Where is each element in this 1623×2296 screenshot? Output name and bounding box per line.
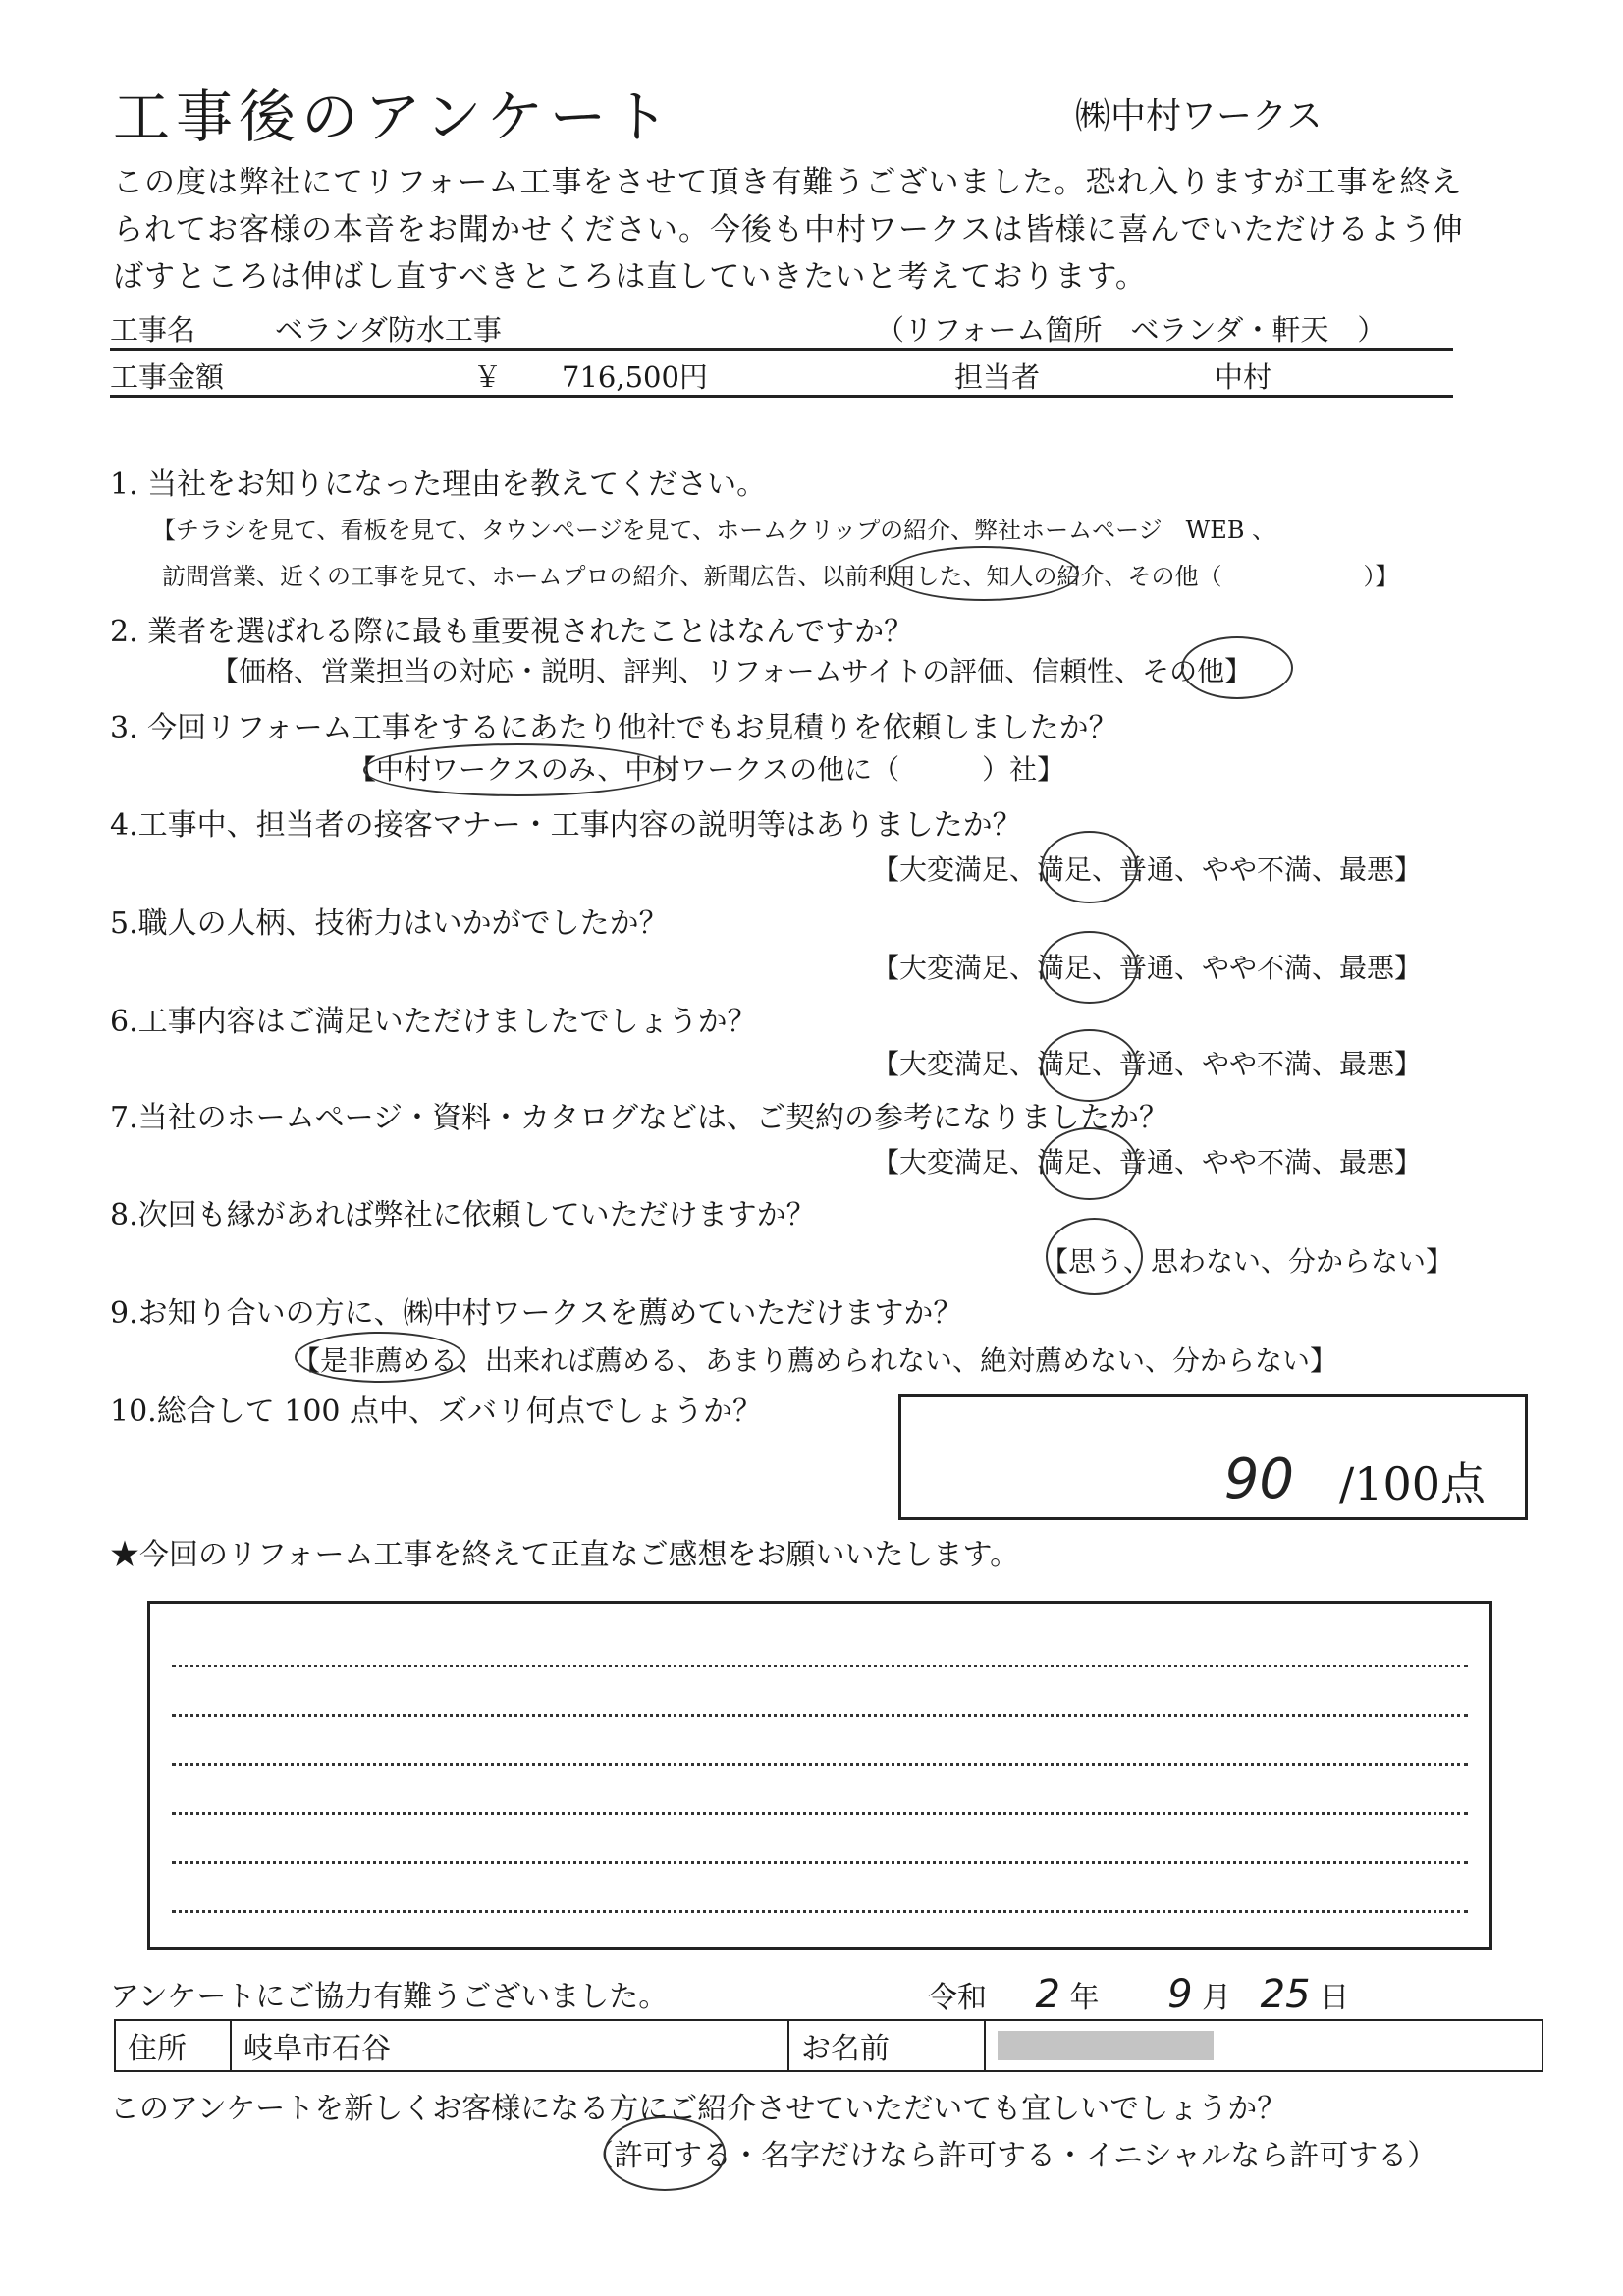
amount-row bbox=[110, 352, 1453, 398]
question-10: 10.総合して 100 点中、ズバリ何点でしょうか？ bbox=[110, 1394, 763, 1429]
question-5-options[interactable]: 【大変満足、満足、普通、やや不満、最悪】 bbox=[872, 952, 1423, 984]
year-unit: 年 bbox=[1069, 1981, 1100, 2015]
score-value[interactable]: 90 bbox=[1223, 1448, 1294, 1511]
comment-box[interactable] bbox=[147, 1601, 1492, 1950]
intro-line-2: られてお客様の本音をお聞かせください。今後も中村ワークスは皆様に喜んでいただけるよう伸 bbox=[113, 212, 1464, 247]
company-name: ㈱中村ワークス bbox=[1075, 96, 1323, 137]
work-name-value[interactable]: ベランダ防水工事 bbox=[275, 313, 502, 347]
month-unit: 月 bbox=[1202, 1981, 1232, 2015]
staff-label: 担当者 bbox=[954, 360, 1041, 394]
thanks-text: アンケートにご協力有難うございました。 bbox=[110, 1980, 669, 2014]
reform-location[interactable]: （リフォーム箇所 ベランダ・軒天 ） bbox=[876, 313, 1386, 347]
question-4: 4.工事中、担当者の接客マナー・工事内容の説明等はありましたか？ bbox=[110, 808, 1022, 843]
question-6-options[interactable]: 【大変満足、満足、普通、やや不満、最悪】 bbox=[872, 1048, 1423, 1080]
month-value[interactable]: 9 bbox=[1167, 1972, 1193, 2017]
page-title: 工事後のアンケート bbox=[113, 83, 676, 150]
comment-line[interactable] bbox=[172, 1910, 1468, 1913]
question-1-options-line-2[interactable]: 訪問営業、近くの工事を見て、ホームプロの紹介、新聞広告、以前利用した、知人の紹介、その他（ ）】 bbox=[162, 563, 1399, 590]
question-5: 5.職人の人柄、技術力はいかがでしたか？ bbox=[110, 906, 669, 941]
comment-prompt: ★今回のリフォーム工事を終えて正直なご感想をお願いいたします。 bbox=[110, 1538, 1020, 1572]
comment-line[interactable] bbox=[172, 1812, 1468, 1815]
comment-line[interactable] bbox=[172, 1714, 1468, 1717]
date bbox=[928, 1972, 1349, 2017]
work-name-row bbox=[110, 304, 1453, 351]
address-table bbox=[114, 2019, 1543, 2072]
address-label: 住所 bbox=[116, 2021, 232, 2070]
question-9-options[interactable]: 【是非薦める、出来れば薦める、あまり薦められない、絶対薦めない、分からない】 bbox=[293, 1344, 1338, 1377]
permission-question: このアンケートを新しくお客様になる方にご紹介させていただいても宜しいでしょうか？ bbox=[110, 2092, 1287, 2126]
work-name-label: 工事名 bbox=[110, 313, 196, 347]
question-4-options[interactable]: 【大変満足、満足、普通、やや不満、最悪】 bbox=[872, 853, 1423, 886]
comment-line[interactable] bbox=[172, 1861, 1468, 1864]
comment-line[interactable] bbox=[172, 1763, 1468, 1766]
score-box[interactable] bbox=[898, 1394, 1528, 1520]
question-2: 2. 業者を選ばれる際に最も重要視されたことはなんですか？ bbox=[110, 615, 914, 649]
staff-value[interactable]: 中村 bbox=[1215, 360, 1272, 394]
question-3: 3. 今回リフォーム工事をするにあたり他社でもお見積りを依頼しましたか？ bbox=[110, 711, 1118, 745]
name-field[interactable] bbox=[986, 2021, 1542, 2070]
score-max: /100点 bbox=[1338, 1457, 1486, 1510]
question-2-options[interactable]: 【価格、営業担当の対応・説明、評判、リフォームサイトの評価、信頼性、その他】 bbox=[211, 655, 1253, 687]
intro-line-3: ばすところは伸ばし直すべきところは直していきたいと考えております。 bbox=[113, 259, 1147, 295]
day-value[interactable]: 25 bbox=[1260, 1972, 1311, 2017]
yen-sign: ￥ bbox=[473, 360, 503, 394]
day-unit: 日 bbox=[1320, 1981, 1350, 2015]
question-7-options[interactable]: 【大変満足、満足、普通、やや不満、最悪】 bbox=[872, 1146, 1423, 1178]
name-label: お名前 bbox=[789, 2021, 986, 2070]
question-7: 7.当社のホームページ・資料・カタログなどは、ご契約の参考になりましたか？ bbox=[110, 1101, 1169, 1135]
question-9: 9.お知り合いの方に、㈱中村ワークスを薦めていただけますか？ bbox=[110, 1296, 963, 1331]
permission-options[interactable]: （許可する・名字だけなら許可する・イニシャルなら許可する） bbox=[584, 2139, 1437, 2173]
question-1: 1. 当社をお知りになった理由を教えてください。 bbox=[110, 467, 767, 502]
address-value[interactable]: 岐阜市石谷 bbox=[232, 2021, 789, 2070]
comment-line[interactable] bbox=[172, 1665, 1468, 1667]
amount-label: 工事金額 bbox=[110, 360, 225, 394]
era: 令和 bbox=[928, 1981, 987, 2015]
name-redaction bbox=[998, 2031, 1214, 2060]
question-8: 8.次回も縁があれば弊社に依頼していただけますか？ bbox=[110, 1198, 816, 1232]
question-8-options[interactable]: 【思う、思わない、分からない】 bbox=[1041, 1245, 1454, 1278]
question-1-options-line-1[interactable]: 【チラシを見て、看板を見て、タウンページを見て、ホームクリップの紹介、弊社ホームページ WEB 、 bbox=[152, 517, 1276, 544]
intro-line-1: この度は弊社にてリフォーム工事をさせて頂き有難うございました。恐れ入りますが工事を終え bbox=[113, 165, 1463, 200]
question-6: 6.工事内容はご満足いただけましたでしょうか？ bbox=[110, 1005, 757, 1039]
year-value[interactable]: 2 bbox=[1035, 1972, 1060, 2017]
amount-value[interactable]: 716,500円 bbox=[562, 360, 708, 394]
question-3-options[interactable]: 【中村ワークスのみ、中村ワークスの他に（ ）社】 bbox=[349, 753, 1065, 786]
